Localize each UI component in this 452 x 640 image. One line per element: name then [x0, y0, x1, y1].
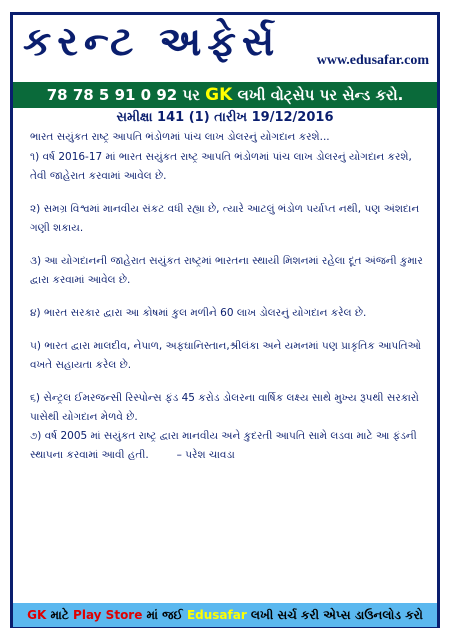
list-item: ૧) વર્ષ 2016-17 માં ભારત સયુંકત રાષ્ટ્ર આપતિ ભંડોળમાં પાંચ લાખ ડોલરનું યોગદાન કરશે, તેવી જાહેરાત કરવામાં આવેલ છે. — [30, 151, 412, 182]
author-name: – પરેશ ચાવડા — [176, 449, 235, 461]
page-title: કરન્ટ અફેર્સ — [23, 19, 281, 65]
list-item: ૩) આ યોગદાનની જાહેરાત સયુંકત રાષ્ટ્રમાં ભારતના સ્થાયી મિશનમાં રહેલા દૂત અંજની કુમાર દ્વારા કરવામાં આવેલ છે. — [30, 255, 423, 286]
list-item-text: ૭) વર્ષ 2005 માં સયુંકત રાષ્ટ્ર દ્વારા માનવીય અને કુદરતી આપતિ સામે લડવા માટે આ ફંડની સ્થાપના કરવામાં આવી હતી. — [30, 430, 417, 461]
footer-banner[interactable] — [13, 603, 437, 627]
website-url[interactable]: www.edusafar.com — [316, 53, 429, 68]
article-intro: ભારત સયુંકત રાષ્ટ્ર આપતિ ભંડોળમાં પાંચ લાખ ડોલરનું યોગદાન કરશે... — [30, 131, 330, 143]
footer-text-2: માં જઈ — [142, 608, 187, 622]
list-item: ૪) ભારત સરકાર દ્વારા આ કોષમાં કુલ મળીને 60 લાખ ડોલરનું યોગદાન કરેલ છે. — [30, 307, 367, 319]
list-item: ૬) સેન્ટ્રલ ઈમરજન્સી રિસ્પોન્સ ફંડ 45 કરોડ ડોલરના વાર્ષિક લક્ષ્ય સાથે મુખ્ય રૂપથી સરકારો પાસેથી યોગદાન મેળવે છે. — [30, 392, 419, 423]
list-item: ૨) સમગ્ર વિશ્વમાં માનવીય સંકટ વધી રહ્યા છે, ત્યારે આટલું ભંડોળ પર્યાપ્ત નથી, પણ અંશદાન ગણી શકાય. — [30, 203, 420, 234]
footer-playstore: Play Store — [73, 608, 143, 622]
article-body — [30, 128, 426, 465]
banner-gk: GK — [205, 85, 233, 105]
whatsapp-banner — [13, 82, 437, 108]
page-header — [13, 15, 437, 81]
list-item — [30, 427, 426, 465]
footer-edusafar: Edusafar — [186, 608, 247, 622]
footer-text-1: માટે — [46, 608, 74, 622]
list-item: ૫) ભારત દ્વારા માલદીવ, નેપાળ, અફઘાનિસ્તાન,શ્રીલંકા અને યમનમાં પણ પ્રાકૃતિક આપતિઓ વખતે સહાયતા કરેલ છે. — [30, 340, 421, 371]
issue-line: સમીક્ષા 141 (1) તારીખ 19/12/2016 — [116, 110, 334, 125]
banner-rest: લખી વોટ્સેપ પર સેન્ડ કરો. — [232, 86, 404, 104]
footer-gk: GK — [27, 608, 47, 622]
banner-phone-text: 78 78 5 91 0 92 પર — [46, 86, 206, 104]
footer-text-3: લખી સર્ચ કરી એપ્સ ડાઉનલોડ કરો — [246, 608, 423, 622]
